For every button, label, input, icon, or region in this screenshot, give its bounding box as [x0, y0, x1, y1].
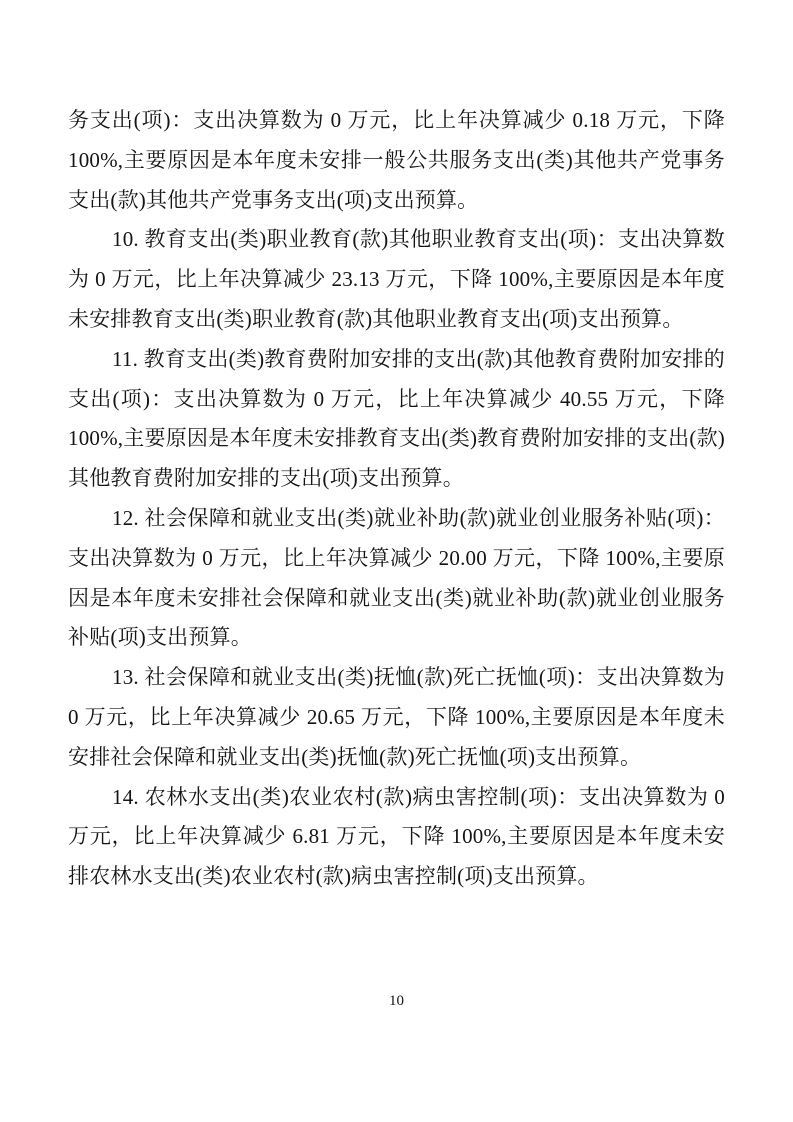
- paragraph-item-14: 14. 农林水支出(类)农业农村(款)病虫害控制(项)：支出决算数为 0 万元，比上年决算减少 6.81 万元，下降 100%,主要原因是本年度未安排农林水支出(类)农业农村(款)病虫害控制(项)支出预算。: [68, 784, 725, 889]
- paragraph-item-12: 12. 社会保障和就业支出(类)就业补助(款)就业创业服务补贴(项)：支出决算数为 0 万元，比上年决算减少 20.00 万元，下降 100%,主要原因是本年度未安排社会保障和就业支出(类)就业补助(款)就业创业服务补贴(项)支出预算。: [68, 505, 725, 650]
- paragraph-item-11: 11. 教育支出(类)教育费附加安排的支出(款)其他教育费附加安排的支出(项)：支出决算数为 0 万元，比上年决算减少 40.55 万元，下降 100%,主要原因是本年度未安排教育支出(类)教育费附加安排的支出(款)其他教育费附加安排的支出(项)支出预算。: [68, 346, 725, 491]
- paragraph-item-13: 13. 社会保障和就业支出(类)抚恤(款)死亡抚恤(项)：支出决算数为 0 万元，比上年决算减少 20.65 万元，下降 100%,主要原因是本年度未安排社会保障和就业支出(类)抚恤(款)死亡抚恤(项)支出预算。: [68, 665, 725, 769]
- paragraph-continuation: 务支出(项)：支出决算数为 0 万元，比上年决算减少 0.18 万元，下降 100%,主要原因是本年度未安排一般公共服务支出(类)其他共产党事务支出(款)其他共产党事务支出(项)支出预算。: [68, 108, 725, 212]
- document-body: [68, 101, 725, 897]
- page-number: 10: [389, 993, 404, 1009]
- page-footer: [0, 992, 793, 1010]
- paragraph-item-10: 10. 教育支出(类)职业教育(款)其他职业教育支出(项)：支出决算数为 0 万元，比上年决算减少 23.13 万元，下降 100%,主要原因是本年度未安排教育支出(类)职业教育(款)其他职业教育支出(项)支出预算。: [68, 227, 725, 331]
